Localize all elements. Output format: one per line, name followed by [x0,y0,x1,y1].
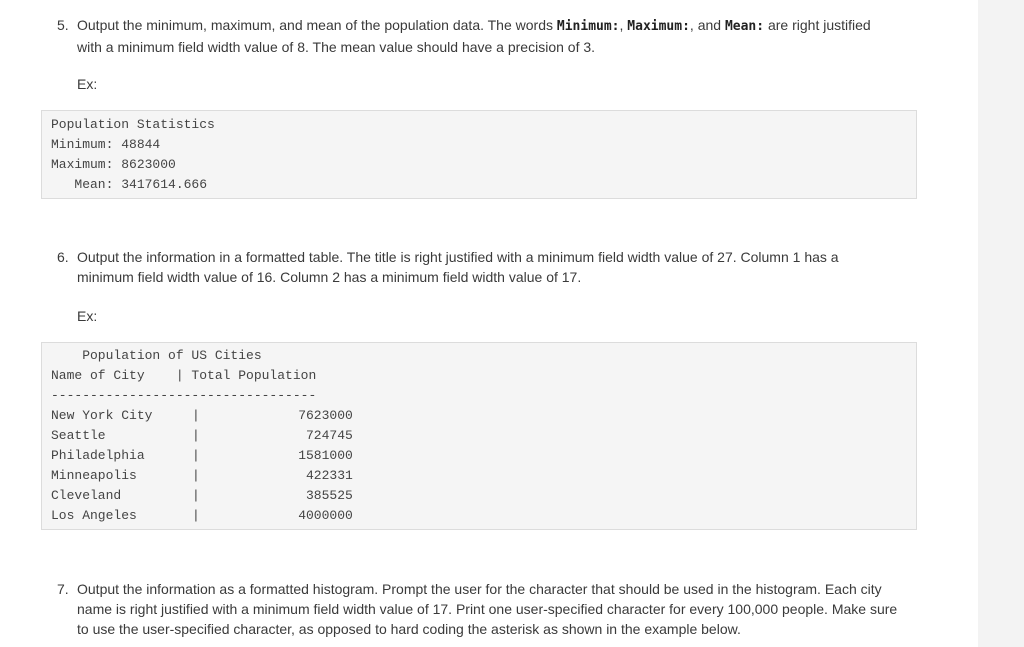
table-header: Name of City | Total Population [51,368,317,383]
text-segment: Output the minimum, maximum, and mean of the population data. The words [77,17,557,33]
table-cell-population: 7623000 [298,408,353,423]
table-cell-population: 385525 [306,488,353,503]
instruction-item-5 [57,15,917,57]
text-line: Output the information in a formatted table. The title is right justified with a minimum field width value of 27. Column 1 has a [77,249,839,265]
table-separator: ---------------------------------- [51,388,317,403]
table-row: Los Angeles | 4000000 [51,506,353,526]
table-title: Population of US Cities [51,348,262,363]
table-row: New York City | 7623000 [51,406,353,426]
text-line: name is right justified with a minimum field width value of 17. Print one user-specified character for every 100,000 people. Make sure [77,601,898,617]
example-label: Ex: [77,76,98,92]
text-line: Output the information as a formatted histogram. Prompt the user for the character that should be used in the histogram. Each city [77,581,882,597]
instruction-text [77,247,917,287]
text-line: to use the user-specified character, as opposed to hard coding the asterisk as shown in the example below. [77,621,741,637]
instruction-text [77,579,917,639]
instruction-item-6 [57,247,917,287]
example-label: Ex: [77,308,98,324]
table-cell-city: Los Angeles [51,508,137,523]
code-example-table [41,342,917,530]
text-segment: , [619,17,628,33]
table-cell-city: Philadelphia [51,448,145,463]
code-block [51,115,215,195]
text-line: with a minimum field width value of 8. The mean value should have a precision of 3. [77,39,596,55]
inline-code-maximum: Maximum: [627,19,690,34]
table-cell-population: 1581000 [298,448,353,463]
code-line: Minimum: 48844 [51,137,161,152]
code-example-statistics [41,110,917,199]
inline-code-minimum: Minimum: [556,19,620,34]
table-row: Cleveland | 385525 [51,486,353,506]
table-row: Seattle | 724745 [51,426,353,446]
instruction-text [77,15,917,57]
table-row: Philadelphia | 1581000 [51,446,353,466]
table-cell-city: Seattle [51,428,106,443]
code-line: Mean: 3417614.666 [51,177,208,192]
right-gutter [978,0,1024,647]
text-segment: are right justified [764,17,871,33]
text-segment: , and [689,17,725,33]
table-cell-population: 4000000 [298,508,353,523]
code-block [51,346,353,526]
code-line: Population Statistics [51,117,215,132]
table-cell-city: Cleveland [51,488,122,503]
table-cell-population: 422331 [306,468,353,483]
table-cell-city: New York City [51,408,153,423]
item-number: 5. [57,17,69,33]
code-line: Maximum: 8623000 [51,157,176,172]
item-number: 7. [57,581,69,597]
table-row: Minneapolis | 422331 [51,466,353,486]
table-cell-city: Minneapolis [51,468,137,483]
table-cell-population: 724745 [306,428,353,443]
inline-code-mean: Mean: [724,19,765,34]
instruction-item-7 [57,579,917,639]
item-number: 6. [57,249,69,265]
text-line: minimum field width value of 16. Column 2 has a minimum field width value of 17. [77,269,582,285]
